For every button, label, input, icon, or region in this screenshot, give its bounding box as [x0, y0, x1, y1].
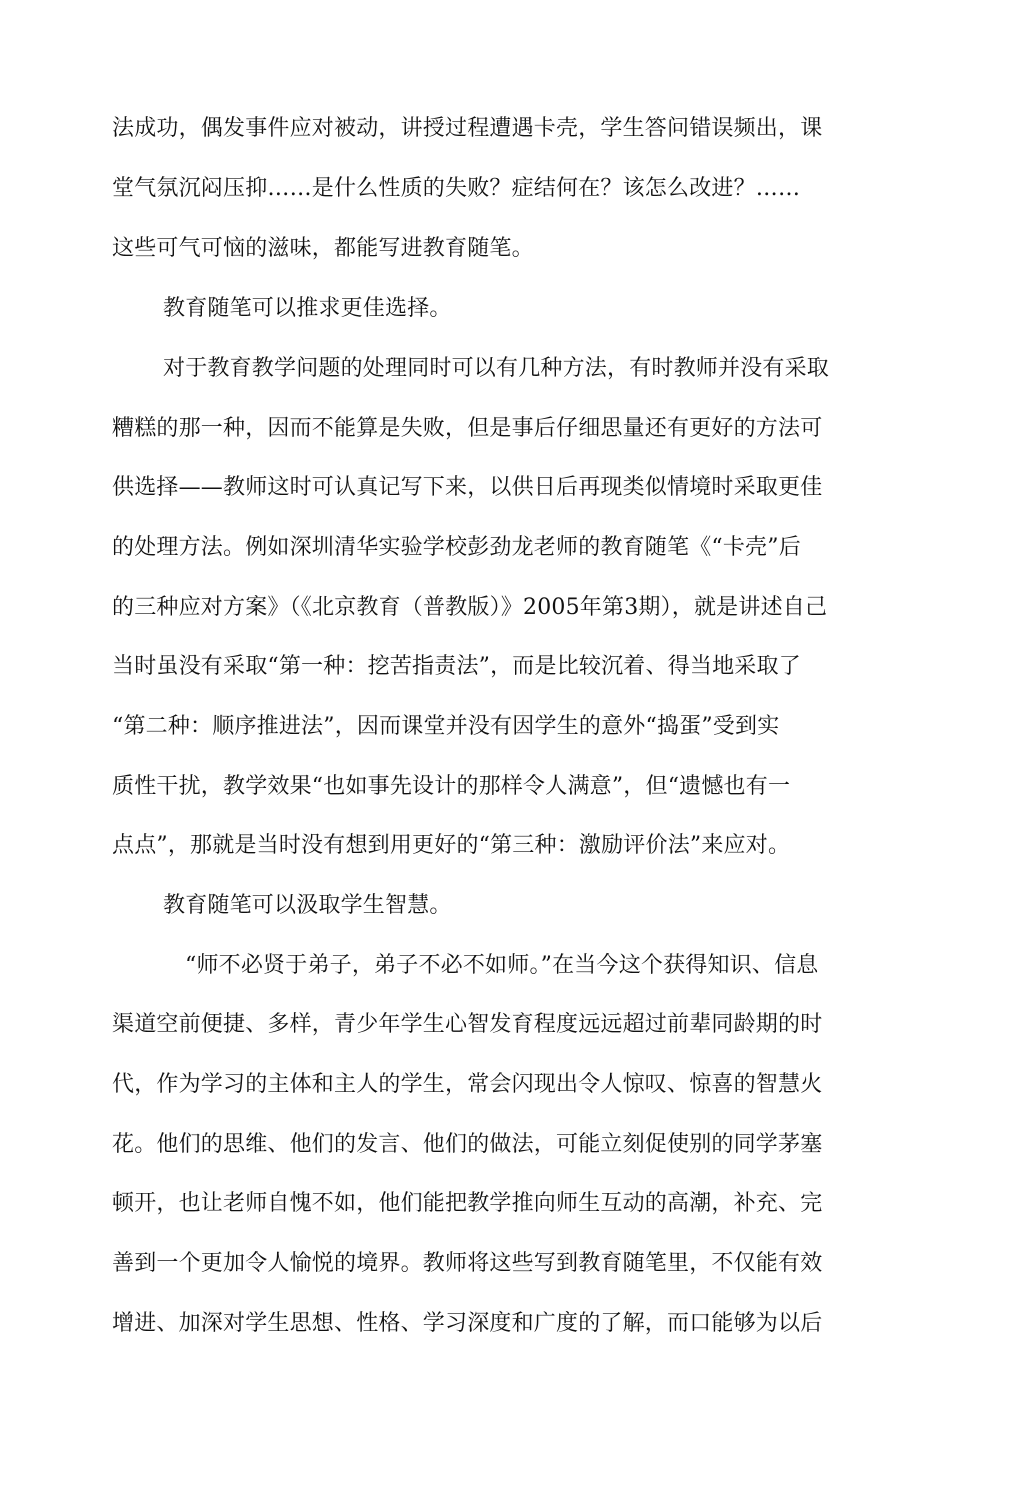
text-line-5: 对于教育教学问题的处理同时可以有几种方法，有时教师并没有采取: [163, 356, 830, 381]
text-line-2: 堂气氛沉闷压抑……是什么性质的失败？症结何在？该怎么改进？……: [112, 176, 801, 201]
text-line-14: 教育随笔可以汲取学生智慧。: [163, 893, 452, 918]
text-line-1: 法成功，偶发事件应对被动，讲授过程遭遇卡壳，学生答问错误频出，课: [112, 116, 823, 141]
text-line-12: 质性干扰，教学效果“也如事先设计的那样令人满意”，但“遗憾也有一: [112, 774, 791, 799]
text-line-15: “师不必贤于弟子，弟子不必不如师。”在当今这个获得知识、信息: [185, 953, 819, 978]
text-line-10: 当时虽没有采取“第一种：挖苦指责法”，而是比较沉着、得当地采取了: [112, 654, 801, 679]
text-line-19: 顿开，也让老师自愧不如，他们能把教学推向师生互动的高潮，补充、完: [112, 1191, 823, 1216]
text-line-21: 增进、加深对学生思想、性格、学习深度和广度的了解，而口能够为以后: [112, 1311, 823, 1336]
text-line-16: 渠道空前便捷、多样，青少年学生心智发育程度远远超过前辈同龄期的时: [112, 1012, 823, 1037]
text-line-8: 的处理方法。例如深圳清华实验学校彭劲龙老师的教育随笔《“卡壳”后: [112, 535, 801, 560]
text-line-7: 供选择——教师这时可认真记写下来，以供日后再现类似情境时采取更佳: [112, 475, 823, 500]
text-line-11: “第二种：顺序推进法”，因而课堂并没有因学生的意外“捣蛋”受到实: [112, 714, 780, 739]
text-line-13: 点点”，那就是当时没有想到用更好的“第三种：激励评价法”来应对。: [112, 833, 791, 858]
text-line-9: 的三种应对方案》（《北京教育（普教版）》2005年第3期），就是讲述自己: [112, 595, 828, 620]
text-line-17: 代，作为学习的主体和主人的学生，常会闪现出令人惊叹、惊喜的智慧火: [112, 1072, 823, 1097]
text-line-20: 善到一个更加令人愉悦的境界。教师将这些写到教育随笔里，不仅能有效: [112, 1251, 823, 1276]
text-line-3: 这些可气可恼的滋味，都能写进教育随笔。: [112, 236, 534, 261]
text-line-4: 教育随笔可以推求更佳选择。: [163, 296, 452, 321]
text-line-18: 花。他们的思维、他们的发言、他们的做法，可能立刻促使别的同学茅塞: [112, 1132, 823, 1157]
text-line-6: 糟糕的那一种，因而不能算是失败，但是事后仔细思量还有更好的方法可: [112, 416, 823, 441]
